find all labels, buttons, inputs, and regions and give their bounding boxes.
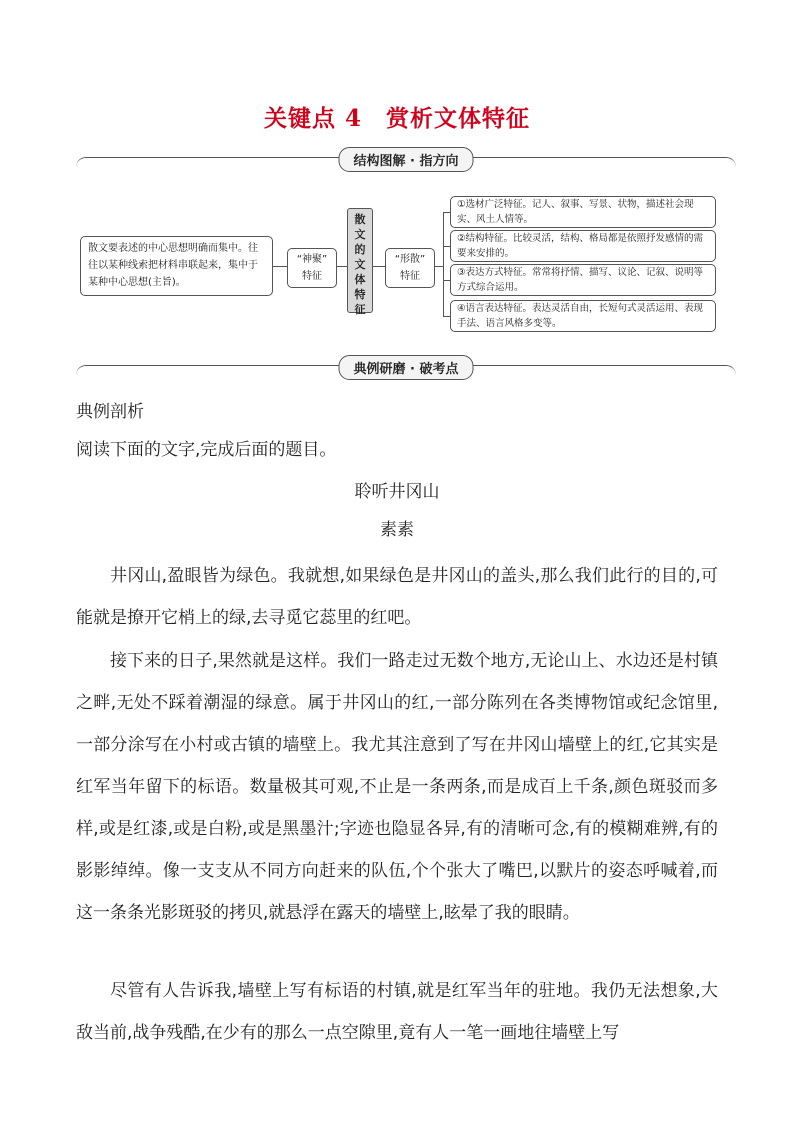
diagram-feature-item: ④语言表达特征。表达灵活自由，长短句式灵活运用、表现手法、语言风格多变等。: [450, 300, 716, 332]
connector: [373, 266, 385, 267]
diagram-center-node: 散 文 的 文 体 特 征: [347, 208, 373, 313]
diagram-shensui-description: 散文要表述的中心思想明确而集中。往往以某种线索把材料串联起来，集中于某种中心思想(主旨)。: [80, 236, 273, 296]
essay-paragraph: 井冈山,盈眼皆为绿色。我就想,如果绿色是井冈山的盖头,那么我们此行的目的,可能就是撩开它梢上的绿,去寻觅它蕊里的红吧。: [76, 566, 718, 628]
bracket-line: [443, 212, 444, 316]
connector: [435, 266, 443, 267]
essay-title: 聆听井冈山: [354, 482, 440, 502]
structure-diagram: [0, 0, 794, 360]
essay-paragraph: 尽管有人告诉我,墙壁上写有标语的村镇,就是红军当年的驻地。我仍无法想象,大敌当前,战争残酷,在少有的那么一点空隙里,竟有人一笔一画地往墙壁上写: [76, 981, 718, 1043]
connector: [443, 246, 450, 247]
analysis-label: 典例剖析: [76, 402, 144, 422]
section-label-examples: 典例研磨 · 破考点: [339, 355, 474, 380]
section-label-structure: 结构图解 · 指方向: [339, 147, 474, 172]
connector: [273, 266, 287, 267]
connector: [337, 266, 347, 267]
instruction-text: 阅读下面的文字,完成后面的题目。: [76, 440, 337, 460]
diagram-feature-item: ③表达方式特征。常常将抒情、描写、议论、记叙、说明等方式综合运用。: [450, 264, 716, 296]
diagram-shensui-node: “神聚” 特征: [287, 248, 337, 288]
diagram-feature-item: ②结构特征。比较灵活，结构、格局都是依照抒发感情的需要来安排的。: [450, 230, 716, 262]
page-title: 关键点 4 赏析文体特征: [263, 105, 530, 132]
essay-paragraph: 接下来的日子,果然就是这样。我们一路走过无数个地方,无论山上、水边还是村镇之畔,无处不踩着潮湿的绿意。属于井冈山的红,一部分陈列在各类博物馆或纪念馆里,一部分涂写在小村或古镇的墙壁上。我尤其注意到了写在井冈山墙壁上的红,它其实是红军当年留下的标语。数量极其可观,不止是一条两条,而是成百上千条,颜色斑驳而多样,或是红漆,或是白粉,或是黑墨汁;字迹也隐显各异,有的清晰可念,有的模糊难辨,有的影影绰绰。像一支支从不同方向赶来的队伍,个个张大了嘴巴,以默片的姿态呼喊着,而这一条条光影斑驳的拷贝,就悬浮在露天的墙壁上,眩晕了我的眼睛。: [76, 651, 718, 923]
diagram-xingsan-node: “形散” 特征: [385, 248, 435, 288]
connector: [443, 316, 450, 317]
section-divider-examples: [76, 355, 736, 377]
essay-author: 素素: [380, 520, 414, 540]
connector: [443, 280, 450, 281]
diagram-feature-item: ①选材广泛特征。记人、叙事、写景、状物，描述社会现实、风土人情等。: [450, 196, 716, 228]
connector: [443, 212, 450, 213]
